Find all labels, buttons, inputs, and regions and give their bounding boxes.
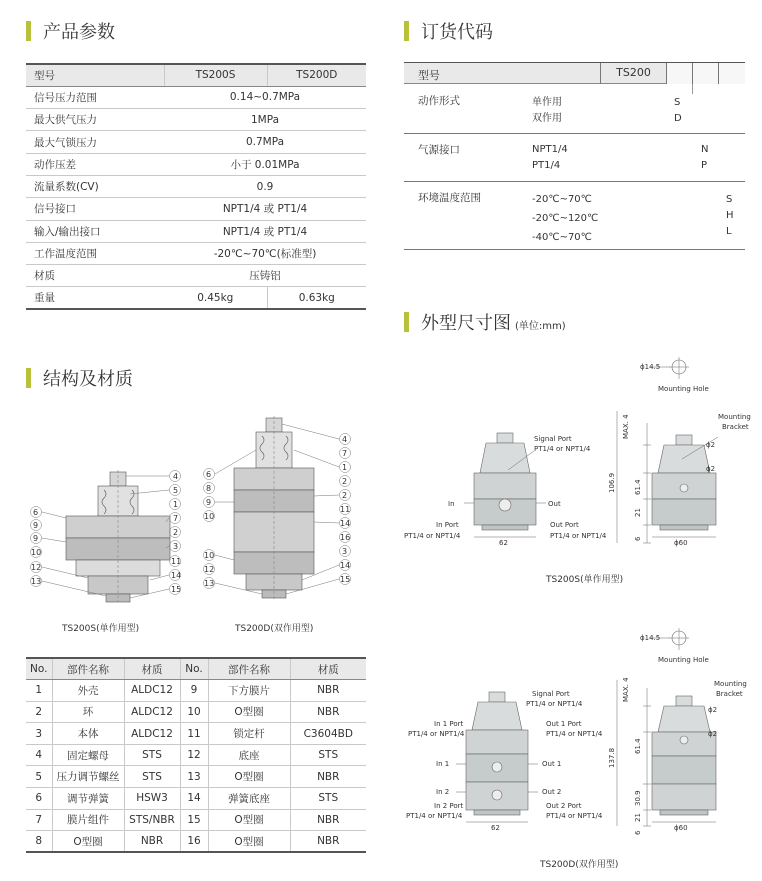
- svg-text:Mounting Hole: Mounting Hole: [658, 656, 709, 664]
- order-model: TS200: [600, 63, 666, 84]
- svg-text:106.9: 106.9: [608, 472, 616, 493]
- parts-header-no: No.: [180, 658, 208, 680]
- svg-text:ϕ2: ϕ2: [708, 730, 718, 738]
- front-knob: [497, 433, 513, 443]
- caption-structure-d: TS200D(双作用型): [235, 624, 314, 634]
- spec-label: 信号接口: [26, 198, 164, 220]
- svg-text:ϕ2: ϕ2: [706, 441, 716, 449]
- callout-d-left: [204, 470, 214, 588]
- svg-text:ϕ14.5: ϕ14.5: [640, 634, 661, 642]
- svg-text:61.4: 61.4: [634, 738, 642, 754]
- spec-header-row: [26, 64, 366, 86]
- svg-text:In: In: [448, 500, 455, 508]
- svg-text:MAX. 4: MAX. 4: [622, 677, 630, 702]
- spec-weight-d: 0.63kg: [267, 287, 366, 309]
- callout-label: 15: [340, 575, 351, 584]
- svg-text:PT1/4 or NPT1/4: PT1/4 or NPT1/4: [404, 532, 461, 540]
- svg-text:In 1: In 1: [436, 760, 450, 768]
- spec-row: [26, 198, 366, 220]
- svg-text:Mounting: Mounting: [714, 680, 747, 688]
- spec-label: 工作温度范围: [26, 242, 164, 264]
- order-group-port: 气源接口 NPT1/4 PT1/4 N P: [404, 134, 745, 182]
- structure-drawings: [26, 410, 366, 635]
- svg-text:ϕ60: ϕ60: [674, 824, 688, 832]
- section-title-structure: 结构及材质: [26, 366, 133, 390]
- title-accent-bar: [26, 368, 31, 388]
- spec-row: [26, 153, 366, 175]
- order-code-box-1: [666, 63, 692, 84]
- callout-label: 8: [206, 484, 212, 493]
- order-code-box-3: [718, 63, 745, 84]
- parts-header-name: 部件名称: [52, 658, 124, 680]
- svg-text:21: 21: [634, 813, 642, 822]
- svg-text:Out Port: Out Port: [550, 521, 579, 529]
- callout-label: 4: [173, 472, 179, 481]
- svg-text:Signal Port: Signal Port: [534, 435, 572, 443]
- dimension-drawing-ts200s: [396, 355, 762, 590]
- svg-text:PT1/4 or NPT1/4: PT1/4 or NPT1/4: [526, 700, 583, 708]
- callout-s-right: [171, 472, 181, 594]
- svg-text:Mounting Hole: Mounting Hole: [658, 385, 709, 393]
- order-code-box-2: [692, 63, 718, 84]
- spec-label: 输入/输出接口: [26, 220, 164, 242]
- parts-row: 8 O型圈 NBR 16 O型圈 NBR: [26, 831, 366, 853]
- spec-label: 动作压差: [26, 153, 164, 175]
- callout-label: 11: [340, 505, 351, 514]
- spec-header-ts200d: TS200D: [267, 64, 366, 86]
- svg-text:ϕ60: ϕ60: [674, 539, 688, 547]
- callout-label: 1: [342, 463, 348, 472]
- spec-table: [26, 63, 366, 310]
- spec-value: 小于 0.01MPa: [164, 153, 366, 175]
- spec-label: 最大气锁压力: [26, 131, 164, 153]
- spec-row: [26, 86, 366, 108]
- callout-label: 7: [342, 449, 348, 458]
- callout-label: 2: [173, 528, 179, 537]
- spec-row: [26, 109, 366, 131]
- spec-value: -20℃~70℃(标准型): [164, 242, 366, 264]
- svg-text:PT1/4 or NPT1/4: PT1/4 or NPT1/4: [550, 532, 607, 540]
- spec-value: 0.9: [164, 175, 366, 197]
- parts-table: [26, 657, 366, 853]
- callout-label: 9: [33, 521, 39, 530]
- callout-label: 3: [173, 542, 179, 551]
- svg-text:Signal Port: Signal Port: [532, 690, 570, 698]
- svg-text:Bracket: Bracket: [716, 690, 743, 698]
- callout-label: 14: [340, 561, 351, 570]
- spec-header-ts200s: TS200S: [164, 64, 267, 86]
- callout-label: 7: [173, 514, 179, 523]
- spec-row: [26, 220, 366, 242]
- callout-label: 13: [204, 579, 215, 588]
- callout-label: 11: [171, 557, 182, 566]
- svg-text:MAX. 4: MAX. 4: [622, 414, 630, 439]
- spec-label: 重量: [26, 287, 164, 309]
- svg-text:PT1/4 or NPT1/4: PT1/4 or NPT1/4: [546, 812, 603, 820]
- svg-text:In 2: In 2: [436, 788, 450, 796]
- svg-text:6: 6: [634, 830, 642, 835]
- svg-text:Mounting: Mounting: [718, 413, 751, 421]
- spec-weight-s: 0.45kg: [164, 287, 267, 309]
- section-title-dimension: 外型尺寸图 (单位:mm): [404, 310, 566, 334]
- svg-text:In Port: In Port: [436, 521, 459, 529]
- title-accent-bar: [404, 312, 409, 332]
- callout-label: 4: [342, 435, 348, 444]
- spec-value: 0.7MPa: [164, 131, 366, 153]
- spec-row: [26, 242, 366, 264]
- callout-label: 10: [204, 512, 215, 521]
- title-accent-bar: [404, 21, 409, 41]
- spec-label: 信号压力范围: [26, 86, 164, 108]
- spec-value: NPT1/4 或 PT1/4: [164, 198, 366, 220]
- order-header: [404, 62, 745, 84]
- svg-text:Out: Out: [548, 500, 561, 508]
- spec-label: 材质: [26, 265, 164, 287]
- callout-label: 3: [342, 547, 348, 556]
- callout-label: 9: [206, 498, 212, 507]
- svg-text:PT1/4 or NPT1/4: PT1/4 or NPT1/4: [406, 812, 463, 820]
- spec-row-weight: [26, 287, 366, 309]
- spec-value: 压铸铝: [164, 265, 366, 287]
- front-bonnet: [480, 443, 530, 473]
- parts-row: 4 固定螺母 STS 12 底座 STS: [26, 744, 366, 766]
- svg-text:61.4: 61.4: [634, 479, 642, 495]
- parts-header-row: [26, 658, 366, 680]
- title-accent-bar: [26, 21, 31, 41]
- front-body-upper: [474, 473, 536, 499]
- section-title-order: 订货代码: [404, 19, 493, 43]
- parts-row: 7 膜片组件 STS/NBR 15 O型圈 NBR: [26, 809, 366, 831]
- svg-text:6: 6: [634, 536, 642, 541]
- svg-text:ϕ14.5: ϕ14.5: [640, 363, 661, 371]
- svg-text:In 2 Port: In 2 Port: [434, 802, 464, 810]
- parts-row: 6 调节弹簧 HSW3 14 弹簧底座 STS: [26, 788, 366, 810]
- parts-header-no: No.: [26, 658, 52, 680]
- parts-header-material: 材质: [124, 658, 180, 680]
- svg-text:ϕ2: ϕ2: [706, 465, 716, 473]
- spec-header-model: 型号: [26, 64, 164, 86]
- caption-dimension-s: TS200S(单作用型): [546, 575, 624, 585]
- ts200d-section-drawing: [234, 416, 314, 600]
- spec-label: 流量系数(CV): [26, 175, 164, 197]
- section-title-spec: 产品参数: [26, 19, 115, 43]
- parts-row: 1 外壳 ALDC12 9 下方膜片 NBR: [26, 680, 366, 702]
- svg-text:In 1 Port: In 1 Port: [434, 720, 464, 728]
- svg-text:Out 2 Port: Out 2 Port: [546, 802, 582, 810]
- order-code-block: [404, 62, 745, 250]
- caption-dimension-d: TS200D(双作用型): [540, 860, 619, 870]
- order-label: 型号: [418, 69, 440, 82]
- spec-value: 0.14~0.7MPa: [164, 86, 366, 108]
- callout-label: 14: [340, 519, 351, 528]
- ts200s-section-drawing: [66, 470, 170, 602]
- svg-text:137.8: 137.8: [608, 747, 616, 768]
- callout-label: 5: [173, 486, 179, 495]
- callout-label: 1: [173, 500, 179, 509]
- parts-row: 5 压力调节螺丝 STS 13 O型圈 NBR: [26, 766, 366, 788]
- callout-label: 6: [33, 508, 39, 517]
- callout-label: 10: [31, 548, 42, 557]
- dimension-drawing-ts200d: [396, 628, 762, 856]
- svg-text:Bracket: Bracket: [722, 423, 749, 431]
- callout-label: 15: [171, 585, 182, 594]
- svg-text:PT1/4 or NPT1/4: PT1/4 or NPT1/4: [546, 730, 603, 738]
- order-group-action: 动作形式 单作用 双作用 S D: [404, 84, 745, 134]
- parts-row: 2 环 ALDC12 10 O型圈 NBR: [26, 701, 366, 723]
- parts-header-name: 部件名称: [208, 658, 290, 680]
- svg-text:Out 2: Out 2: [542, 788, 562, 796]
- spec-value: 1MPa: [164, 109, 366, 131]
- callout-label: 10: [204, 551, 215, 560]
- svg-text:30.9: 30.9: [634, 790, 642, 806]
- svg-text:62: 62: [499, 539, 508, 547]
- callout-label: 2: [342, 477, 348, 486]
- callout-label: 12: [31, 563, 42, 572]
- svg-text:Out 1: Out 1: [542, 760, 562, 768]
- callout-label: 9: [33, 534, 39, 543]
- spec-value: NPT1/4 或 PT1/4: [164, 220, 366, 242]
- svg-text:PT1/4 or NPT1/4: PT1/4 or NPT1/4: [408, 730, 465, 738]
- svg-text:PT1/4 or NPT1/4: PT1/4 or NPT1/4: [534, 445, 591, 453]
- svg-text:ϕ2: ϕ2: [708, 706, 718, 714]
- parts-row: 3 本体 ALDC12 11 锁定杆 C3604BD: [26, 723, 366, 745]
- order-group-temp: 环境温度范围 -20℃~70℃ -20℃~120℃ -40℃~70℃ S H L: [404, 182, 745, 250]
- svg-text:Out 1 Port: Out 1 Port: [546, 720, 582, 728]
- spec-row: [26, 265, 366, 287]
- svg-text:62: 62: [491, 824, 500, 832]
- callout-label: 16: [340, 533, 351, 542]
- callout-label: 12: [204, 565, 215, 574]
- spec-row: [26, 175, 366, 197]
- caption-structure-s: TS200S(单作用型): [62, 624, 140, 634]
- callout-label: 14: [171, 571, 182, 580]
- front-base: [482, 525, 528, 530]
- front-port: [499, 499, 511, 511]
- svg-text:21: 21: [634, 508, 642, 517]
- spec-row: [26, 131, 366, 153]
- spec-label: 最大供气压力: [26, 109, 164, 131]
- parts-header-material: 材质: [290, 658, 366, 680]
- callout-label: 6: [206, 470, 212, 479]
- callout-label: 2: [342, 491, 348, 500]
- callout-label: 13: [31, 577, 42, 586]
